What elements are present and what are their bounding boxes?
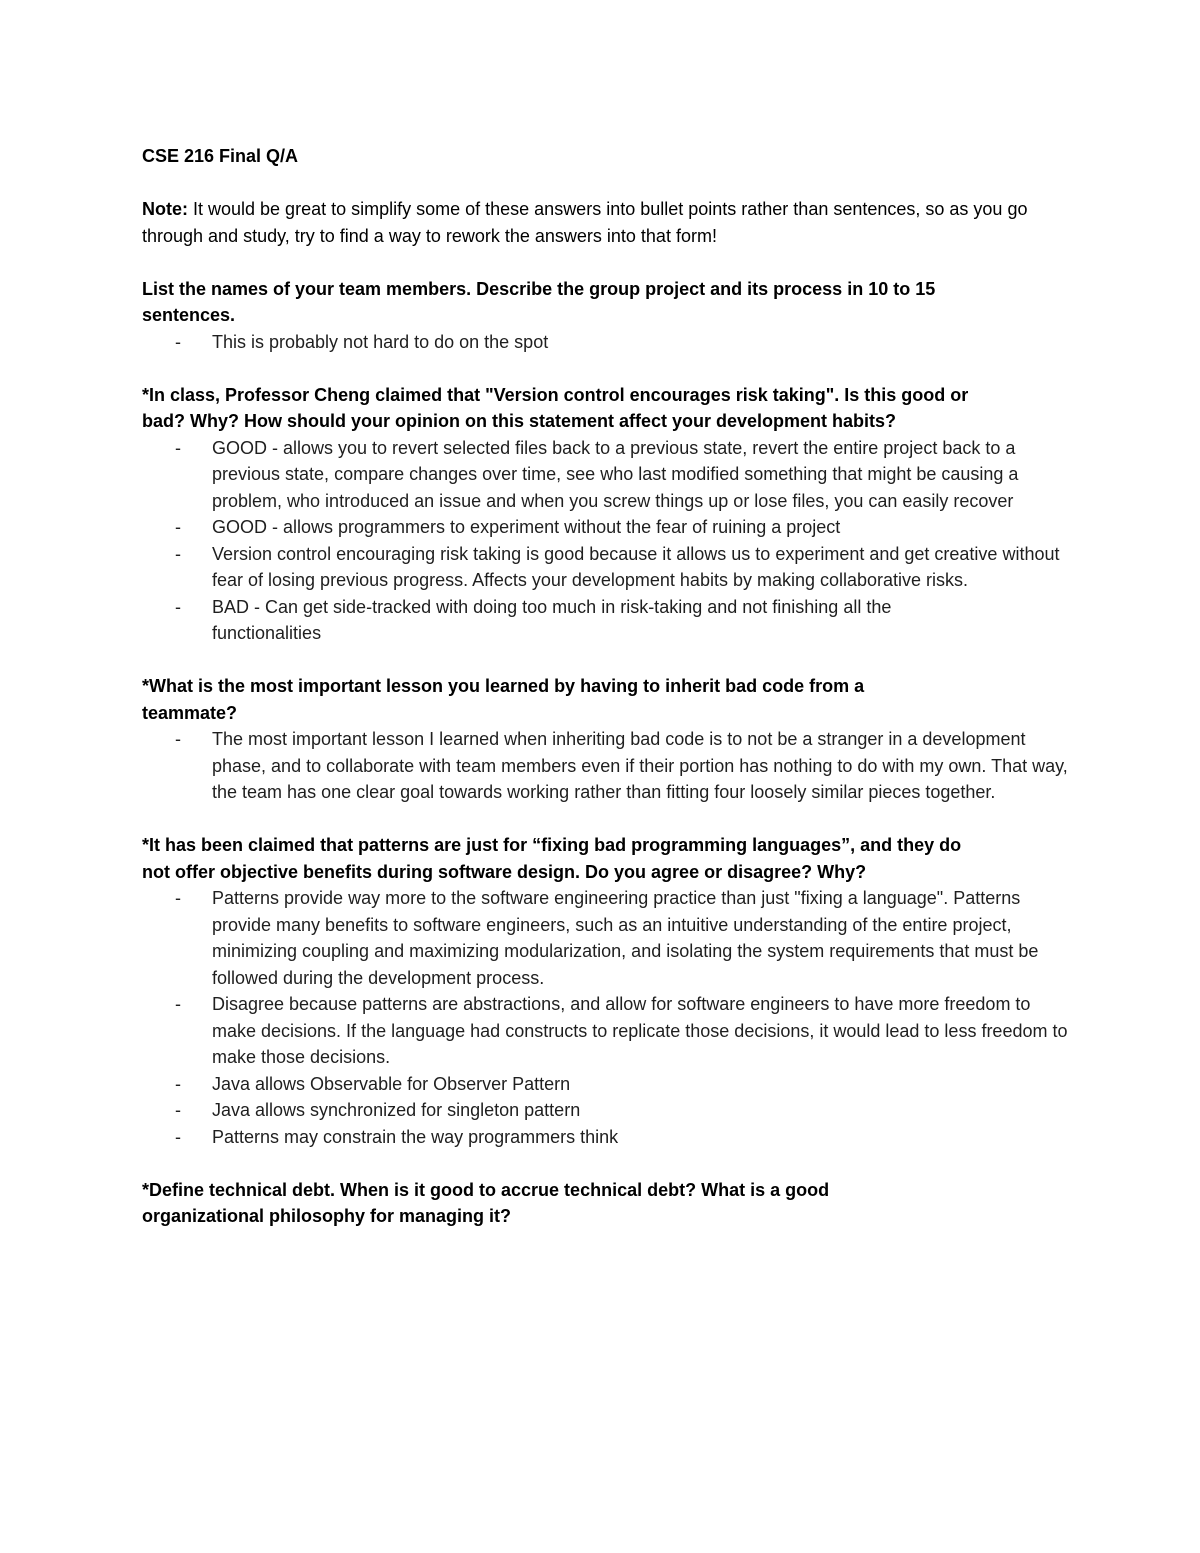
- question-heading: List the names of your team members. Describe the group project and its process in 10 to 15 sentences.: [142, 278, 936, 325]
- answer-item: [142, 726, 1072, 806]
- answer-item: [142, 541, 1072, 594]
- answer-item: [142, 594, 1072, 647]
- answer-text: BAD - Can get side-tracked with doing too much in risk-taking and not finishing all the functionalities: [212, 596, 892, 643]
- bullet-dash: -: [175, 543, 181, 564]
- question-heading: *In class, Professor Cheng claimed that "Version control encourages risk taking". Is this good or bad? Why? How should your opinion on this statement affect your development habits?: [142, 384, 969, 431]
- bullet-dash: -: [175, 437, 181, 458]
- answer-text: Patterns provide way more to the software engineering practice than just "fixing a language". Patterns provide many benefits to software engineers, such as an intuitive understanding of the entire project, minimizing coupling and maximizing modularization, and isolating the system requirements that must be followed during the development process.: [212, 888, 1039, 988]
- bullet-dash: -: [175, 1073, 181, 1094]
- note-label: Note:: [142, 199, 188, 219]
- bullet-dash: -: [175, 994, 181, 1014]
- bullet-dash: -: [175, 517, 181, 537]
- note-text: It would be great to simplify some of these answers into bullet points rather than sentences, so as you go through and study, try to find a way to rework the answers into that form!: [142, 199, 1028, 246]
- answer-item: [142, 1071, 1072, 1098]
- answer-text: Java allows Observable for Observer Pattern: [212, 1073, 571, 1094]
- answer-list: [142, 329, 1072, 356]
- answer-item: [142, 435, 1072, 515]
- answer-item: [142, 1097, 1072, 1124]
- answer-list: [142, 435, 1072, 647]
- spacer: [142, 170, 1072, 197]
- qa-section: [142, 1177, 1072, 1230]
- qa-section: [142, 832, 1072, 1150]
- spacer: [142, 249, 1072, 276]
- bullet-dash: -: [175, 1126, 181, 1147]
- answer-list: [142, 726, 1072, 806]
- document-body: [142, 143, 1072, 1256]
- bullet-dash: -: [175, 1100, 181, 1120]
- answer-item: [142, 1124, 1072, 1151]
- answer-text: GOOD - allows programmers to experiment without the fear of ruining a project: [212, 517, 841, 537]
- answer-text: Patterns may constrain the way programmers think: [212, 1126, 619, 1147]
- answer-item: [142, 329, 1072, 356]
- bullet-dash: -: [175, 596, 181, 617]
- answer-item: [142, 991, 1072, 1071]
- answer-text: Version control encouraging risk taking is good because it allows us to experiment and get creative without fear of losing previous progress. Affects your development habits by making collaborative risks.: [212, 543, 1060, 590]
- qa-section: [142, 673, 1072, 806]
- answer-text: Disagree because patterns are abstractions, and allow for software engineers to have more freedom to make decisions. If the language had constructs to replicate those decisions, it would lead to less freedom to make those decisions.: [212, 994, 1068, 1067]
- note-paragraph: [142, 196, 1072, 249]
- answer-text: Java allows synchronized for singleton pattern: [212, 1100, 581, 1120]
- answer-item: [142, 885, 1072, 991]
- answer-text: This is probably not hard to do on the spot: [212, 331, 549, 352]
- answer-list: [142, 885, 1072, 1150]
- question-heading: *Define technical debt. When is it good to accrue technical debt? What is a good organizational philosophy for managing it?: [142, 1179, 830, 1226]
- answer-text: GOOD - allows you to revert selected files back to a previous state, revert the entire project back to a previous state, compare changes over time, see who last modified something that might be causing a problem, who introduced an issue and when you screw things up or lose files, you can easily recover: [212, 437, 1019, 511]
- qa-section: [142, 382, 1072, 647]
- answer-item: [142, 514, 1072, 541]
- question-heading: *It has been claimed that patterns are just for “fixing bad programming languages”, and they do not offer objective benefits during software design. Do you agree or disagree? Why?: [142, 835, 962, 882]
- qa-section: [142, 276, 1072, 356]
- question-heading: *What is the most important lesson you learned by having to inherit bad code from a teammate?: [142, 676, 865, 723]
- answer-text: The most important lesson I learned when inheriting bad code is to not be a stranger in a development phase, and to collaborate with team members even if their portion has nothing to do with my own. That way, the team has one clear goal towards working rather than fitting four loosely similar pieces together.: [212, 729, 1068, 802]
- bullet-dash: -: [175, 331, 181, 352]
- document-title: CSE 216 Final Q/A: [142, 146, 299, 166]
- bullet-dash: -: [175, 729, 181, 749]
- bullet-dash: -: [175, 888, 181, 908]
